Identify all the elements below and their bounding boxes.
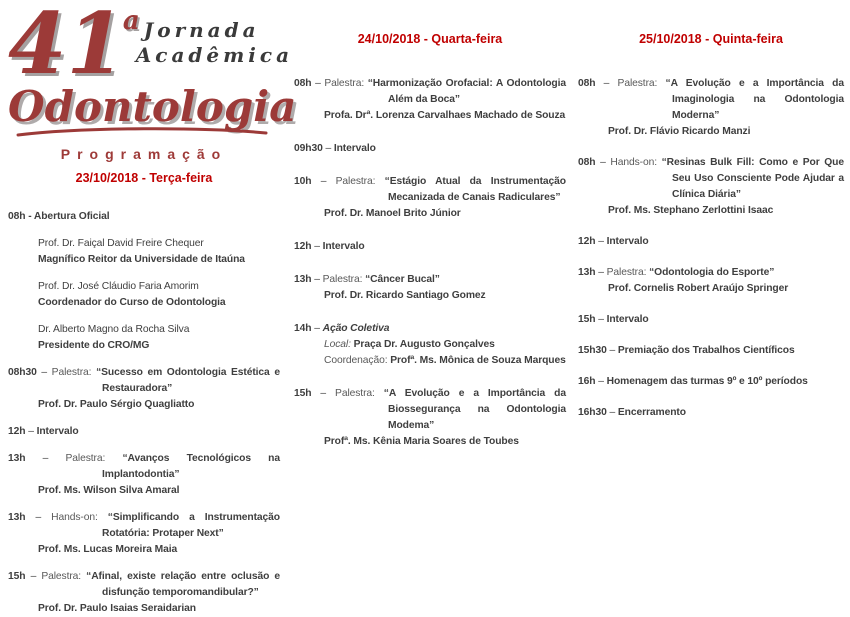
- text-segment: 15h30: [578, 345, 607, 356]
- text-segment: 10h: [294, 176, 312, 187]
- text-segment: Palestra:: [606, 267, 650, 278]
- text-segment: –: [311, 78, 325, 89]
- text-segment: Prof. Dr. Flávio Ricardo Manzi: [608, 126, 751, 137]
- schedule-line: [8, 451, 280, 483]
- schedule-line: [578, 124, 844, 140]
- event: [578, 343, 844, 359]
- schedule-line: [294, 206, 566, 222]
- text-segment: Prof. Ms. Lucas Moreira Maia: [38, 543, 178, 555]
- text-segment: 08h: [294, 78, 312, 89]
- text-segment: Intervalo: [606, 314, 649, 325]
- text-segment: Coordenador do Curso de Odontologia: [38, 296, 226, 308]
- text-segment: –: [311, 388, 336, 399]
- event: [8, 365, 280, 413]
- event: [8, 569, 280, 617]
- schedule-line: [294, 141, 566, 157]
- text-segment: Prof. Dr. Faiçal David Freire Chequer: [38, 237, 204, 249]
- event: [8, 510, 280, 558]
- text-segment: –: [311, 241, 323, 252]
- event: [8, 451, 280, 499]
- text-segment: Prof. Dr. Manoel Brito Júnior: [324, 208, 461, 219]
- schedule-line: [8, 397, 280, 413]
- schedule-line: [8, 424, 280, 440]
- text-segment: Palestra:: [335, 176, 385, 187]
- text-segment: Prof. Cornelis Robert Araújo Springer: [608, 283, 789, 294]
- text-segment: –: [311, 274, 323, 285]
- text-segment: 15h: [8, 570, 26, 582]
- schedule-line: [8, 510, 280, 542]
- column-day-2: [294, 0, 566, 601]
- text-segment: “Avanços Tecnológicos na Implantodontia”: [102, 452, 280, 480]
- column-day-1: [8, 0, 297, 614]
- text-segment: Intervalo: [36, 425, 79, 437]
- text-segment: Encerramento: [617, 407, 686, 418]
- text-segment: Prof. Dr. Ricardo Santiago Gomez: [324, 290, 486, 301]
- text-segment: 13h: [578, 267, 596, 278]
- text-segment: Hands-on:: [610, 157, 662, 168]
- text-segment: –: [606, 407, 618, 418]
- text-segment: 12h: [8, 425, 26, 437]
- text-segment: 16h30: [578, 407, 607, 418]
- text-segment: –: [595, 236, 607, 247]
- schedule-line: [578, 374, 844, 390]
- text-segment: Prof. Dr. José Cláudio Faria Amorim: [38, 280, 199, 292]
- text-segment: 16h: [578, 376, 596, 387]
- text-segment: “Harmonização Orofacial: A Odontologia Além da Boca”: [367, 78, 566, 105]
- event: [8, 424, 280, 440]
- text-segment: “Estágio Atual da Instrumentação Mecanizada de Canais Radiculares”: [384, 176, 566, 203]
- day-schedule: [8, 209, 280, 617]
- text-segment: Prof. Dr. Paulo Sérgio Quagliatto: [38, 398, 195, 410]
- text-segment: –: [595, 78, 618, 89]
- schedule-line: [294, 386, 566, 434]
- text-segment: –: [25, 570, 42, 582]
- text-segment: Palestra:: [41, 570, 87, 582]
- schedule-line: [8, 542, 280, 558]
- text-segment: 15h: [294, 388, 312, 399]
- text-segment: Homenagem das turmas 9º e 10º períodos: [606, 376, 808, 387]
- text-segment: Hands-on:: [51, 511, 108, 523]
- schedule-line: [8, 279, 280, 295]
- event-logo: [8, 0, 297, 162]
- text-segment: “Afinal, existe relação entre oclusão e disfunção temporomandibular?”: [86, 570, 281, 598]
- logo-odontologia: Odontologia: [8, 81, 297, 131]
- text-segment: 12h: [294, 241, 312, 252]
- text-segment: Palestra:: [617, 78, 666, 89]
- text-segment: –: [25, 425, 37, 437]
- text-segment: –: [311, 176, 336, 187]
- opening-ceremony: [8, 209, 280, 225]
- schedule-line: [578, 76, 844, 124]
- schedule-line: [578, 155, 844, 203]
- text-segment: Prof. Ms. Stephano Zerlottini Isaac: [608, 205, 774, 216]
- text-segment: Prof. Ms. Wilson Silva Amaral: [38, 484, 180, 496]
- event: [578, 374, 844, 390]
- text-segment: 15h: [578, 314, 596, 325]
- event: [294, 76, 566, 124]
- schedule-line: [8, 569, 280, 601]
- text-segment: –: [25, 452, 66, 464]
- program-subtitle: Programação: [60, 145, 228, 162]
- date-header: 24/10/2018 - Quarta-feira: [357, 32, 503, 46]
- text-segment: 08h - Abertura Oficial: [8, 210, 110, 222]
- event: [578, 405, 844, 421]
- schedule-line: [578, 203, 844, 219]
- text-segment: Palestra:: [51, 366, 97, 378]
- date-header: 25/10/2018 - Quinta-feira: [639, 32, 783, 46]
- event: [294, 174, 566, 222]
- text-segment: 08h30: [8, 366, 37, 378]
- schedule-line: [8, 295, 280, 311]
- schedule-line: [294, 353, 566, 369]
- day-schedule: [294, 76, 566, 450]
- text-segment: Ação Coletiva: [322, 323, 390, 334]
- text-segment: –: [595, 157, 611, 168]
- text-segment: Intervalo: [322, 241, 365, 252]
- text-segment: Profª. Ms. Mônica de Souza Marques: [390, 355, 566, 366]
- text-segment: –: [322, 143, 334, 154]
- text-segment: –: [25, 511, 52, 523]
- schedule-line: [294, 288, 566, 304]
- schedule-line: [578, 343, 844, 359]
- event: [294, 386, 566, 450]
- schedule-line: [8, 236, 280, 252]
- text-segment: “Odontologia do Esporte”: [649, 267, 775, 278]
- text-segment: Palestra:: [322, 274, 366, 285]
- text-segment: –: [595, 267, 607, 278]
- event: [294, 272, 566, 304]
- text-segment: Profª. Ms. Kênia Maria Soares de Toubes: [324, 436, 519, 447]
- text-segment: 14h: [294, 323, 312, 334]
- text-segment: “A Evolução e a Importância da Biossegurança na Odontologia Modema”: [383, 388, 566, 431]
- schedule-line: [8, 601, 280, 617]
- text-segment: “A Evolução e a Importância da Imaginologia na Odontologia Moderna”: [665, 78, 844, 121]
- event: [578, 76, 844, 140]
- schedule-line: [294, 272, 566, 288]
- text-segment: –: [36, 366, 52, 378]
- text-segment: –: [595, 314, 607, 325]
- event: [578, 312, 844, 328]
- logo-script-academica: Acadêmica: [135, 43, 294, 67]
- text-segment: 08h: [578, 157, 596, 168]
- text-segment: “Câncer Bucal”: [365, 274, 440, 285]
- logo-edition-ordinal: a: [122, 5, 140, 36]
- text-segment: “Resinas Bulk Fill: Como e Por Que Seu Uso Consciente Pode Ajudar a Clínica Diária”: [661, 157, 844, 200]
- text-segment: “Sucesso em Odontologia Estética e Restauradora”: [96, 366, 280, 394]
- schedule-line: [8, 483, 280, 499]
- schedule-line: [294, 108, 566, 124]
- column-day-3: [578, 0, 844, 601]
- text-segment: 13h: [294, 274, 312, 285]
- schedule-line: [578, 405, 844, 421]
- text-segment: Presidente do CRO/MG: [38, 339, 150, 351]
- schedule-line: [294, 321, 566, 337]
- logo-script-jornada: Jornada: [143, 18, 260, 42]
- schedule-line: [294, 434, 566, 450]
- logo-script-lines: [135, 18, 294, 68]
- text-segment: Magnífico Reitor da Universidade de Itaúna: [38, 253, 245, 265]
- text-segment: Palestra:: [65, 452, 123, 464]
- text-segment: Palestra:: [324, 78, 368, 89]
- speaker-group: [8, 236, 280, 268]
- speaker-group: [8, 322, 280, 354]
- speaker-group: [8, 279, 280, 311]
- schedule-line: [294, 174, 566, 206]
- schedule-line: [294, 76, 566, 108]
- schedule-line: [8, 252, 280, 268]
- text-segment: –: [595, 376, 607, 387]
- logo-edition-number: 41: [8, 0, 125, 93]
- text-segment: 12h: [578, 236, 596, 247]
- schedule-line: [8, 209, 280, 225]
- text-segment: 09h30: [294, 143, 323, 154]
- schedule-line: [294, 239, 566, 255]
- schedule-line: [8, 322, 280, 338]
- event: [578, 234, 844, 250]
- day-schedule: [578, 76, 844, 421]
- schedule-line: [8, 338, 280, 354]
- text-segment: Palestra:: [335, 388, 384, 399]
- logo-top-row: [8, 0, 294, 93]
- text-segment: 08h: [578, 78, 596, 89]
- schedule-line: [578, 265, 844, 281]
- text-segment: Praça Dr. Augusto Gonçalves: [353, 339, 495, 350]
- text-segment: 13h: [8, 452, 26, 464]
- text-segment: “Simplificando a Instrumentação Rotatória: Protaper Next”: [102, 511, 280, 539]
- event: [578, 155, 844, 219]
- schedule-line: [294, 337, 566, 353]
- text-segment: Intervalo: [333, 143, 376, 154]
- text-segment: Premiação dos Trabalhos Científicos: [617, 345, 795, 356]
- schedule-line: [8, 365, 280, 397]
- date-header: 23/10/2018 - Terça-feira: [75, 170, 213, 185]
- text-segment: Local:: [324, 339, 354, 350]
- schedule-line: [578, 281, 844, 297]
- event: [294, 239, 566, 255]
- text-segment: Prof. Dr. Paulo Isaias Seraidarian: [38, 602, 196, 614]
- event: [294, 141, 566, 157]
- text-segment: Intervalo: [606, 236, 649, 247]
- schedule-line: [578, 234, 844, 250]
- collective-action: [294, 321, 566, 369]
- text-segment: 13h: [8, 511, 26, 523]
- text-segment: Profa. Drª. Lorenza Carvalhaes Machado de Souza: [324, 110, 566, 121]
- text-segment: Dr. Alberto Magno da Rocha Silva: [38, 323, 190, 335]
- text-segment: Coordenação:: [324, 355, 391, 366]
- schedule-line: [578, 312, 844, 328]
- text-segment: –: [311, 323, 323, 334]
- logo-edition: [8, 0, 142, 93]
- text-segment: –: [606, 345, 618, 356]
- event: [578, 265, 844, 297]
